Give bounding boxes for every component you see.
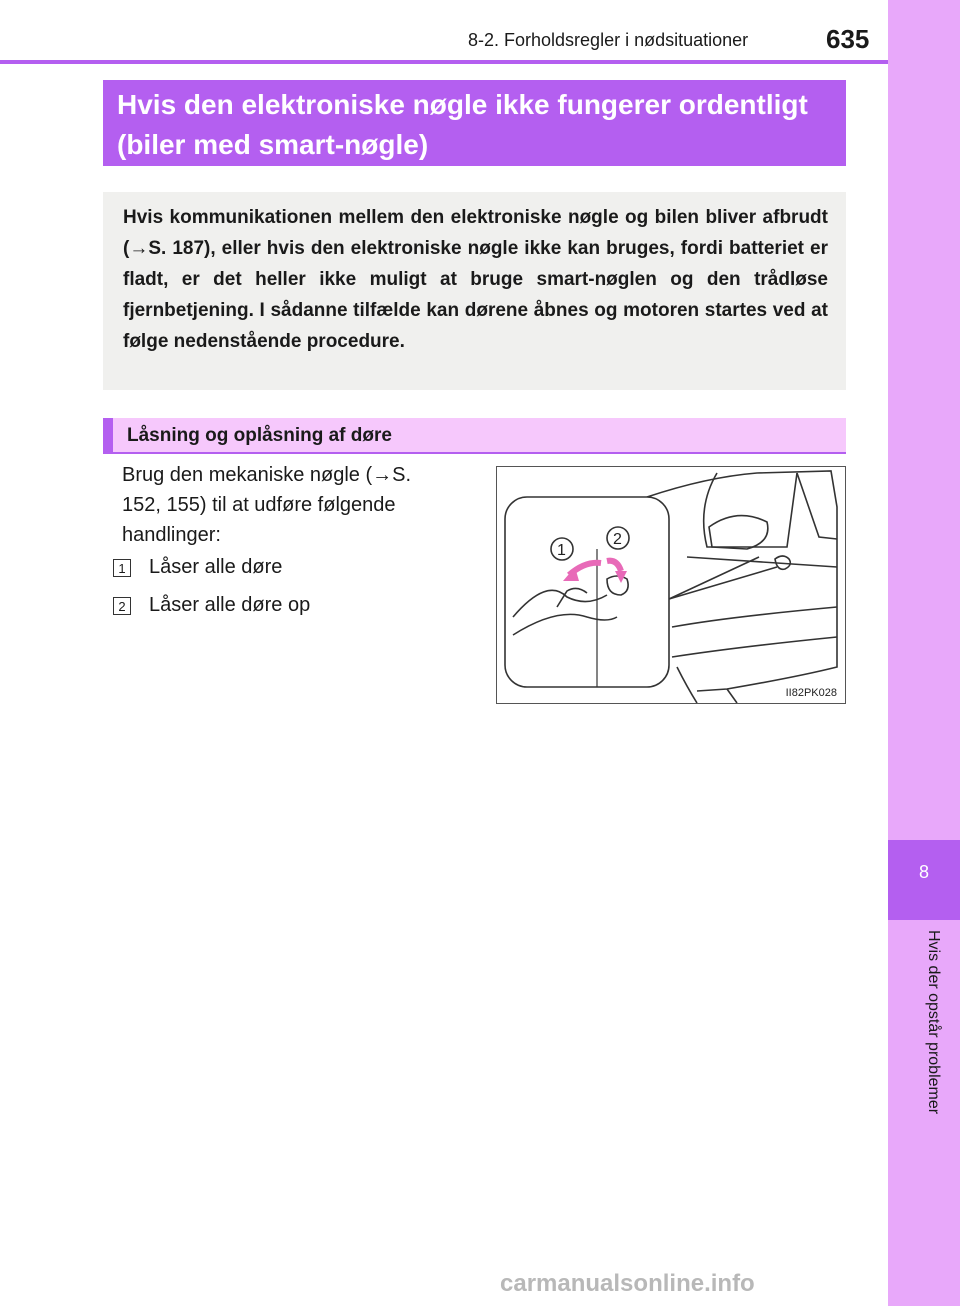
- callout-1: 1: [557, 542, 566, 559]
- list-item: [113, 594, 310, 617]
- chapter-number: 8: [918, 862, 929, 882]
- section-banner: [103, 80, 846, 166]
- section-title: Hvis den elektroniske nøgle ikke fungerer ordentligt (biler med smart-nøgle): [117, 89, 808, 160]
- callout-2: 2: [613, 531, 622, 548]
- subsection-title: Låsning og oplåsning af døre: [127, 425, 392, 446]
- figure-code: II82PK028: [785, 687, 837, 699]
- header-rule: [0, 60, 888, 64]
- body-text: Brug den mekaniske nøgle (→S. 152, 155) til at udføre følgende handlinger:: [122, 464, 412, 546]
- figure: [496, 466, 846, 704]
- list-item-label: Låser alle døre op: [149, 594, 311, 617]
- header-title: 8-2. Forholdsregler i nødsituationer: [468, 30, 749, 50]
- subsection-header: [103, 418, 846, 454]
- list-item: [113, 556, 282, 579]
- door-lock-illustration: [497, 467, 846, 704]
- list-number-badge: 2: [113, 597, 131, 615]
- chapter-side-label: Hvis der opstår problemer: [925, 930, 942, 1115]
- side-tab-top: [888, 0, 960, 840]
- page-number: 635: [826, 24, 870, 54]
- list-number-badge: 1: [113, 559, 131, 577]
- footer-watermark: carmanualsonline.info: [500, 1270, 755, 1297]
- list-item-label: Låser alle døre: [149, 556, 283, 579]
- intro-text: Hvis kommunikationen mellem den elektroniske nøgle og bilen bliver afbrudt (→S. 187), eller hvis den elektroniske nøgle ikke kan bruges, fordi batteriet er fladt, er det heller ikke muligt at bruge smart-nøglen og den trådløse fjernbetjening. I sådanne tilfælde kan dørene åbnes og motoren startes ved at følge nedenstående procedure.: [123, 207, 828, 352]
- intro-box: [103, 192, 846, 390]
